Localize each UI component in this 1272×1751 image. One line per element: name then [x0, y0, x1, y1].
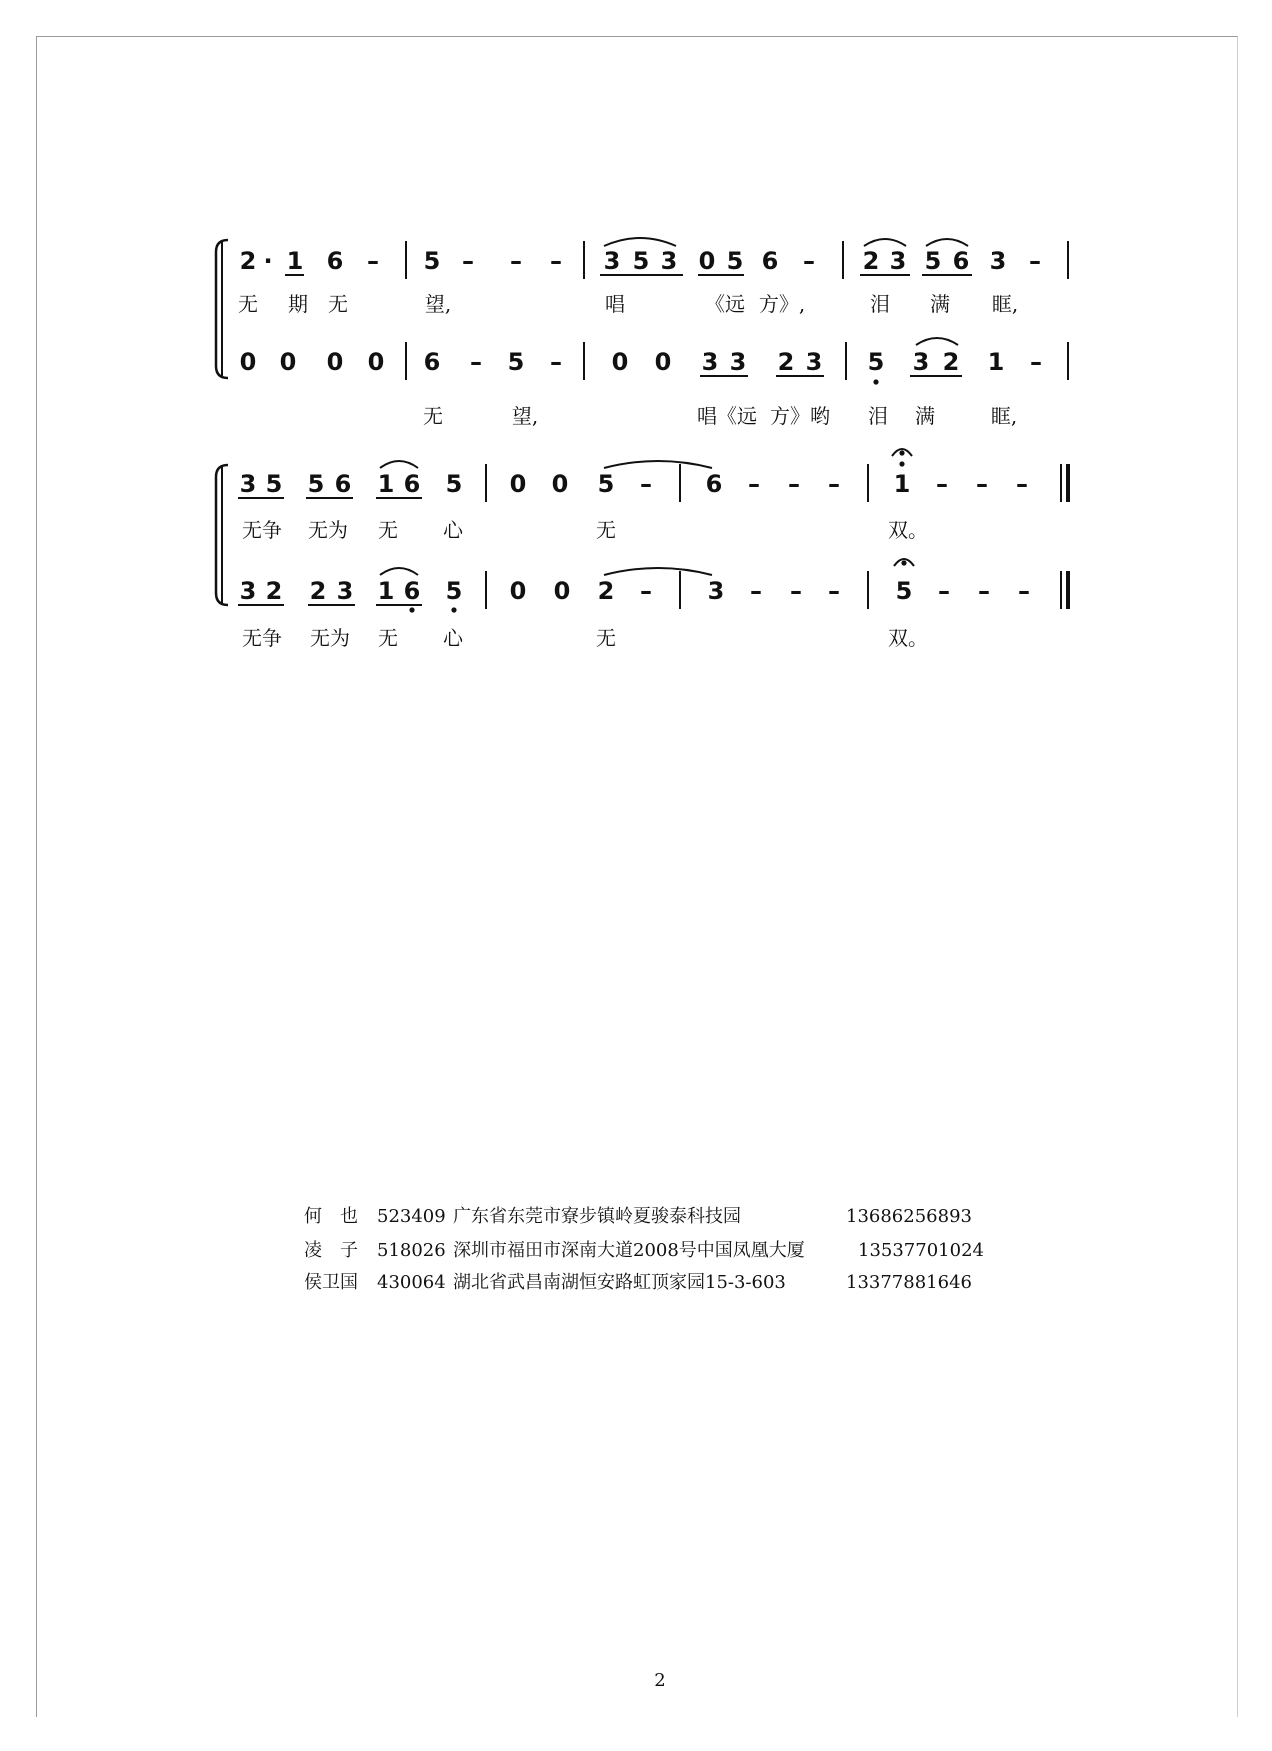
lyric: 无 — [378, 518, 398, 542]
lyric: 满 — [915, 404, 935, 428]
note: 3 — [805, 348, 823, 376]
lyric: 满 — [930, 292, 950, 316]
lyric: 望, — [511, 404, 539, 428]
dash: – — [510, 247, 522, 275]
dash: – — [550, 348, 562, 376]
slur — [604, 568, 712, 575]
lyric: 无 — [423, 404, 443, 428]
contact-name: 何 也 — [304, 1206, 358, 1227]
note: 0 — [611, 348, 629, 376]
dash: – — [1016, 470, 1028, 498]
note: 5 — [265, 470, 283, 498]
dash: – — [976, 470, 988, 498]
dash: – — [788, 470, 800, 498]
note: 6 — [334, 470, 352, 498]
lyric: 唱《远 — [697, 404, 757, 428]
note: 2 — [265, 577, 283, 605]
note: 3 — [889, 247, 907, 275]
note: 5 — [445, 470, 463, 498]
lyric: 期 — [288, 292, 308, 316]
dash: – — [748, 470, 760, 498]
dash: – — [462, 247, 474, 275]
note: 5 — [632, 247, 650, 275]
slur — [604, 238, 676, 246]
lyric: 无为 — [310, 626, 350, 650]
lyric: 《远 — [705, 292, 745, 316]
note: 3 — [336, 577, 354, 605]
dash: – — [936, 470, 948, 498]
note: 0 — [509, 470, 527, 498]
dash: – — [470, 348, 482, 376]
slur — [916, 338, 958, 345]
note: 6 — [403, 470, 421, 498]
note: 0 — [553, 577, 571, 605]
note: 6 — [952, 247, 970, 275]
lyric: 无为 — [308, 518, 348, 542]
octave-dot-below — [451, 607, 456, 612]
note: 3 — [239, 577, 257, 605]
contact-phone: 13377881646 — [846, 1272, 972, 1293]
page-number: 2 — [654, 1670, 666, 1691]
note: 6 — [423, 348, 441, 376]
note: 0 — [509, 577, 527, 605]
note: 2 — [309, 577, 327, 605]
dash: – — [790, 577, 802, 605]
note: 6 — [761, 247, 779, 275]
note: 1 — [377, 577, 395, 605]
slur — [604, 461, 712, 468]
lyric: 方》哟 — [770, 404, 830, 428]
lyric: 眶, — [991, 292, 1019, 316]
note: 3 — [729, 348, 747, 376]
note: 5 — [507, 348, 525, 376]
slur — [380, 461, 418, 468]
dash: – — [640, 577, 652, 605]
note: 3 — [239, 470, 257, 498]
lyric: 方》, — [758, 292, 806, 316]
lyric: 无争 — [242, 518, 282, 542]
contact-name: 凌 子 — [304, 1240, 358, 1261]
lyric: 唱 — [605, 292, 625, 316]
dash: – — [803, 247, 815, 275]
note: 2 — [239, 247, 257, 275]
octave-dot-below — [409, 607, 414, 612]
dash: – — [550, 247, 562, 275]
note: 3 — [660, 247, 678, 275]
octave-dot-below — [873, 379, 878, 384]
lyric: 无争 — [242, 626, 282, 650]
dash: – — [978, 577, 990, 605]
note: 1 — [893, 470, 911, 498]
dash: – — [367, 247, 379, 275]
lyric: 心 — [443, 626, 463, 650]
note: 5 — [445, 577, 463, 605]
lyric: 无 — [596, 626, 616, 650]
dash: – — [1030, 348, 1042, 376]
note: 5 — [307, 470, 325, 498]
note: 5 — [895, 577, 913, 605]
dash: – — [1029, 247, 1041, 275]
fermata-icon — [901, 560, 906, 565]
note: 0 — [279, 348, 297, 376]
note: 5 — [423, 247, 441, 275]
lyric: 泪 — [868, 404, 888, 428]
contact-name: 侯卫国 — [304, 1272, 358, 1293]
lyric: 双。 — [888, 626, 928, 650]
note: 1 — [987, 348, 1005, 376]
dot-mark: · — [263, 247, 273, 275]
lyric: 无 — [328, 292, 348, 316]
lyric: 眶, — [990, 404, 1018, 428]
lyric: 望, — [424, 292, 452, 316]
note: 1 — [377, 470, 395, 498]
slur — [380, 568, 418, 575]
contact-phone: 13537701024 — [858, 1240, 984, 1261]
lyric: 心 — [443, 518, 463, 542]
note: 0 — [551, 470, 569, 498]
contact-address: 深圳市福田市深南大道2008号中国凤凰大厦 — [453, 1240, 805, 1261]
slur — [926, 239, 968, 246]
dash: – — [938, 577, 950, 605]
note: 0 — [698, 247, 716, 275]
note: 1 — [286, 247, 304, 275]
note: 5 — [867, 348, 885, 376]
note: 6 — [326, 247, 344, 275]
lyric: 无 — [238, 292, 258, 316]
note: 5 — [597, 470, 615, 498]
note: 6 — [705, 470, 723, 498]
lyric: 双。 — [888, 518, 928, 542]
lyric: 泪 — [870, 292, 890, 316]
dash: – — [1018, 577, 1030, 605]
dash: – — [750, 577, 762, 605]
dash: – — [828, 470, 840, 498]
contact-address: 广东省东莞市寮步镇岭夏骏泰科技园 — [453, 1206, 741, 1227]
note: 6 — [403, 577, 421, 605]
note: 0 — [239, 348, 257, 376]
dash: – — [640, 470, 652, 498]
note: 2 — [597, 577, 615, 605]
contact-postcode: 523409 — [377, 1206, 446, 1227]
note: 3 — [707, 577, 725, 605]
lyric: 无 — [596, 518, 616, 542]
octave-dot-above — [899, 461, 904, 466]
note: 3 — [912, 348, 930, 376]
note: 0 — [367, 348, 385, 376]
note: 2 — [777, 348, 795, 376]
contact-address: 湖北省武昌南湖恒安路虹顶家园15-3-603 — [453, 1272, 786, 1293]
slur — [864, 239, 906, 246]
note: 2 — [862, 247, 880, 275]
contact-postcode: 430064 — [377, 1272, 446, 1293]
dash: – — [828, 577, 840, 605]
note: 5 — [924, 247, 942, 275]
lyric: 无 — [378, 626, 398, 650]
note: 3 — [989, 247, 1007, 275]
note: 0 — [326, 348, 344, 376]
contact-phone: 13686256893 — [846, 1206, 972, 1227]
fermata-icon — [899, 450, 904, 455]
note: 0 — [654, 348, 672, 376]
note: 5 — [726, 247, 744, 275]
contact-postcode: 518026 — [377, 1240, 446, 1261]
note: 3 — [701, 348, 719, 376]
note: 2 — [942, 348, 960, 376]
note: 3 — [603, 247, 621, 275]
